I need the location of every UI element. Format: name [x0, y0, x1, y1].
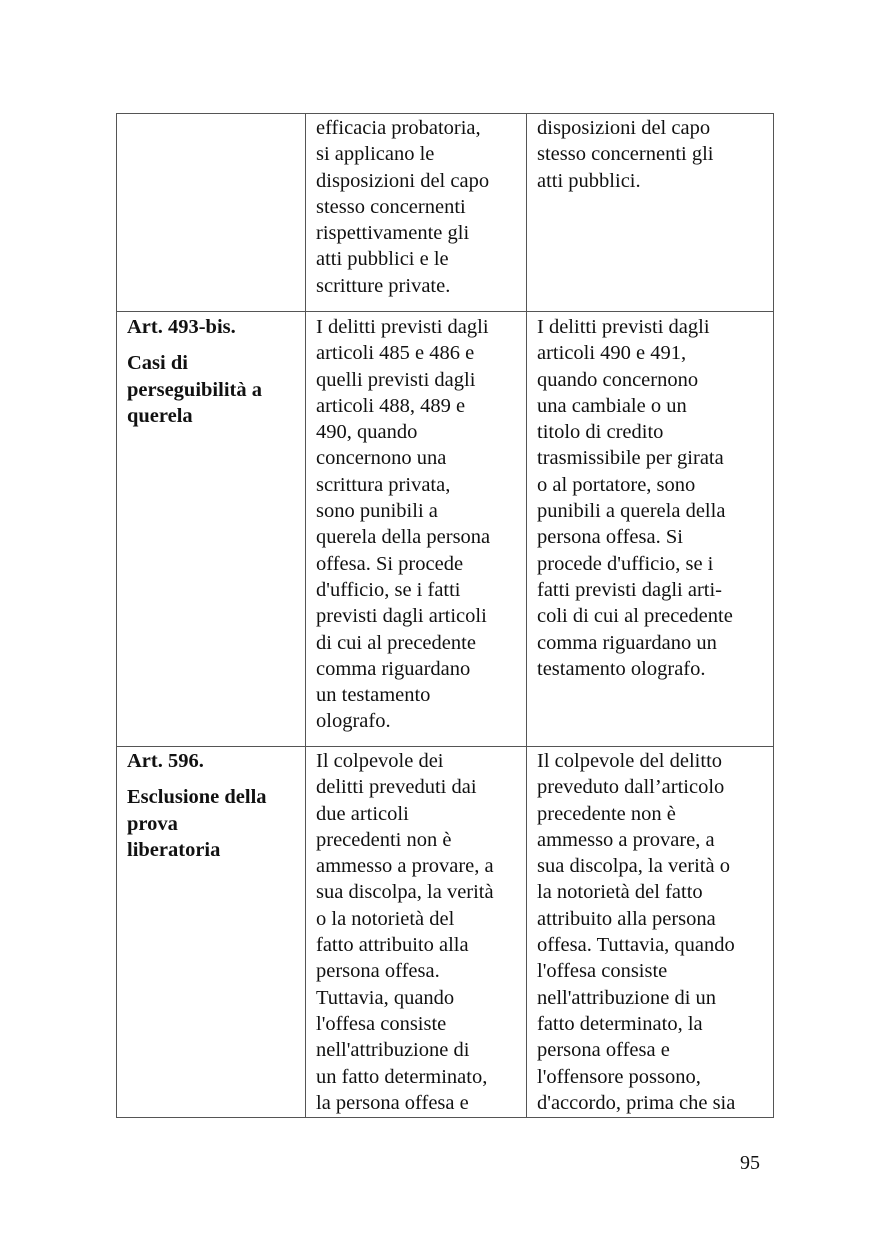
text-line: la persona offesa e: [316, 1091, 469, 1114]
text-line: un testamento: [316, 684, 431, 707]
text-line: d'accordo, prima che sia: [537, 1091, 736, 1114]
text-line: l'offesa consiste: [537, 960, 668, 983]
current-text-cell: [306, 114, 527, 312]
text-line: persona offesa. Si: [537, 526, 683, 549]
article-cell: [117, 747, 306, 1118]
text-line: offesa. Si procede: [316, 552, 464, 575]
text-line: punibili a querela della: [537, 500, 726, 523]
text-line: l'offesa consiste: [316, 1012, 447, 1035]
text-line: ammesso a provare, a: [316, 855, 494, 878]
text-line: persona offesa.: [316, 960, 440, 983]
text-line: offesa. Tuttavia, quando: [537, 934, 735, 957]
text-line: precedenti non è: [316, 828, 452, 851]
current-text-cell: [306, 312, 527, 747]
proposed-text-cell: [527, 114, 774, 312]
text-line: procede d'ufficio, se i: [537, 552, 714, 575]
text-line: sono punibili a: [316, 500, 438, 523]
text-line: Il colpevole dei: [316, 750, 444, 772]
text-line: olografo.: [316, 710, 391, 733]
article-cell: [117, 114, 306, 312]
text-line: o la notorietà del: [316, 907, 455, 930]
article-title-line: prova: [127, 812, 178, 835]
text-line: disposizioni del capo: [537, 117, 711, 139]
text-line: ammesso a provare, a: [537, 828, 715, 851]
text-line: preveduto dall’articolo: [537, 776, 725, 799]
text-line: fatto attribuito alla: [316, 934, 469, 957]
text-line: fatti previsti dagli arti-: [537, 578, 723, 601]
current-text-cell: [306, 747, 527, 1118]
text-line: trasmissibile per girata: [537, 447, 724, 470]
text-line: quelli previsti dagli: [316, 368, 476, 391]
article-number: Art. 493-bis.: [127, 316, 236, 338]
text-line: concernono una: [316, 447, 447, 470]
text-line: d'ufficio, se i fatti: [316, 578, 461, 601]
article-number: Art. 596.: [127, 750, 204, 772]
text-line: testamento olografo.: [537, 657, 706, 680]
text-line: scrittura privata,: [316, 473, 451, 496]
text-line: articoli 485 e 486 e: [316, 342, 475, 365]
article-cell: [117, 312, 306, 747]
table-row: [117, 312, 774, 747]
text-line: fatto determinato, la: [537, 1012, 703, 1035]
proposed-text-cell: [527, 747, 774, 1118]
text-line: disposizioni del capo: [316, 169, 490, 192]
text-line: un fatto determinato,: [316, 1065, 488, 1088]
text-line: persona offesa e: [537, 1039, 670, 1062]
text-line: attribuito alla persona: [537, 907, 716, 930]
text-line: titolo di credito: [537, 421, 664, 444]
text-line: due articoli: [316, 802, 409, 825]
text-line: atti pubblici.: [537, 169, 641, 192]
text-line: scritture private.: [316, 274, 451, 297]
text-line: delitti preveduti dai: [316, 776, 477, 799]
text-line: articoli 488, 489 e: [316, 394, 466, 417]
text-line: la notorietà del fatto: [537, 881, 703, 904]
text-line: efficacia probatoria,: [316, 117, 481, 139]
table-row: [117, 747, 774, 1118]
text-line: rispettivamente gli: [316, 222, 470, 245]
text-line: l'offensore possono,: [537, 1065, 701, 1088]
text-line: Tuttavia, quando: [316, 986, 455, 1009]
text-line: stesso concernenti gli: [537, 143, 714, 166]
text-line: o al portatore, sono: [537, 473, 696, 496]
text-line: sua discolpa, la verità: [316, 881, 494, 904]
text-line: querela della persona: [316, 526, 491, 549]
text-line: atti pubblici e le: [316, 248, 449, 271]
comparison-table: [116, 113, 774, 1118]
text-line: 490, quando: [316, 421, 418, 444]
text-line: coli di cui al precedente: [537, 605, 733, 628]
text-line: stesso concernenti: [316, 195, 466, 218]
text-line: comma riguardano: [316, 657, 471, 680]
text-line: previsti dagli articoli: [316, 605, 487, 628]
page-number: 95: [740, 1152, 760, 1174]
text-line: quando concernono: [537, 368, 699, 391]
text-line: nell'attribuzione di: [316, 1039, 470, 1062]
table-row: [117, 114, 774, 312]
text-line: articoli 490 e 491,: [537, 342, 687, 365]
text-line: I delitti previsti dagli: [537, 316, 710, 338]
article-title-line: Esclusione della: [127, 786, 267, 809]
text-line: di cui al precedente: [316, 631, 476, 654]
text-line: precedente non è: [537, 802, 676, 825]
article-title-line: perseguibilità a: [127, 378, 262, 401]
article-title-line: liberatoria: [127, 838, 221, 861]
text-line: I delitti previsti dagli: [316, 316, 489, 338]
text-line: nell'attribuzione di un: [537, 986, 717, 1009]
text-line: una cambiale o un: [537, 394, 687, 417]
text-line: sua discolpa, la verità o: [537, 855, 730, 878]
text-line: comma riguardano un: [537, 631, 717, 654]
proposed-text-cell: [527, 312, 774, 747]
text-line: si applicano le: [316, 143, 435, 166]
article-title-line: querela: [127, 404, 193, 427]
text-line: Il colpevole del delitto: [537, 750, 723, 772]
article-title-line: Casi di: [127, 352, 188, 375]
